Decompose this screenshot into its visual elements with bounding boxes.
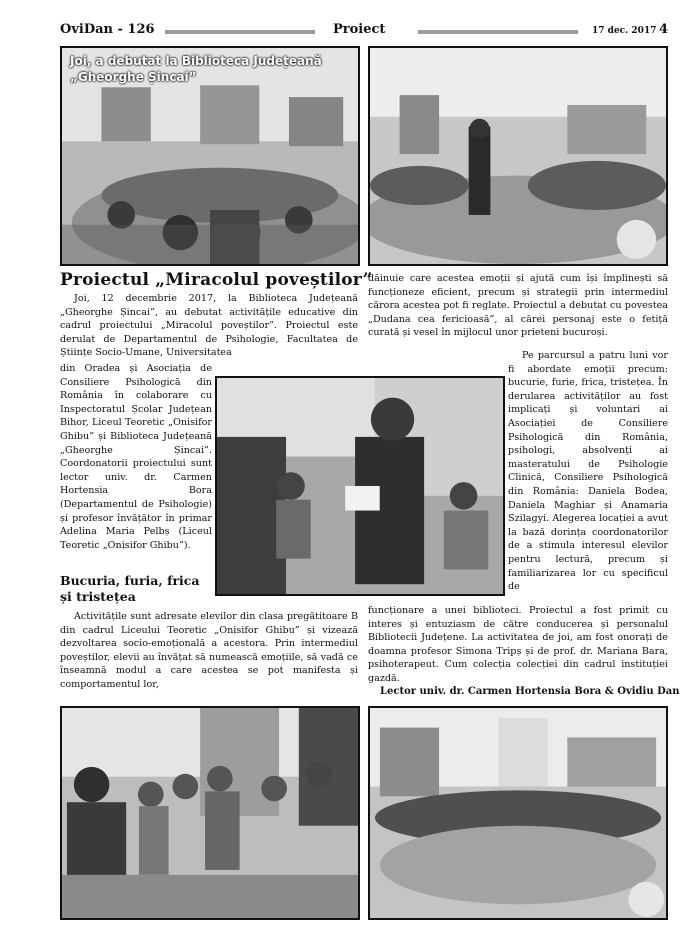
right-narrow-paragraph — [508, 349, 668, 594]
photo-teacher-with-children — [215, 376, 505, 596]
subheading: Bucuria, furia, frica și tristețea — [60, 573, 200, 604]
header-rule-left — [165, 30, 315, 34]
page-number: 4 — [659, 22, 669, 37]
intro-continuation: din Oradea și Asociația de Consiliere Psihologică din România în colaborare cu Inspectoratul Școlar Județean Bihor, Liceul Teoretic „Onisifor Ghibu” și Biblioteca Județeană „Gheorghe Șincai”. Coordonatorii proiectului sunt lector univ. dr. Carmen Hortensia Bora (Departamentul de Psihologie) și profesor învățător în primar Adelina Maria Pelbș (Liceul Teoretic „Onisifor Ghibu”). — [60, 363, 212, 551]
photo-caption-line-1: Joi, a debutat la Biblioteca Județeană — [70, 54, 322, 68]
right-column-paragraph: dăinuie care acestea emoții și ajută cum își împlinești să funcționeze eficient, precum și strategii prin intermediul cărora acestea pot fi reglate. Proiectul a debutat cu povestea „Dudana cea fericioasă”, al cărei personaj este o fetiță curată și vesel în mijlocul unor prieteni bucuroși. — [368, 273, 668, 339]
photo-storytelling-circle — [60, 46, 360, 266]
intro-paragraph-text: Joi, 12 decembrie 2017, la Biblioteca Județeană „Gheorghe Șincai”, au debutat activitățile educative din cadrul proiectului „Miracolul poveștilor”. Proiectul este derulat de Departamentul de Psihologie, Facultatea de Științe Socio-Umane, Universitatea — [60, 293, 358, 359]
photo-teacher-reading — [368, 46, 668, 266]
body-paragraph — [60, 610, 358, 692]
section-title: Proiect — [333, 22, 386, 37]
photo-caption-line-2: „Gheorghe Șincai” — [70, 70, 197, 84]
photo-group-circle — [368, 706, 668, 920]
header-rule-right — [418, 30, 578, 34]
issue-date: 17 dec. 2017 — [592, 26, 657, 36]
bottom-right-paragraph: funcționare a unei biblioteci. Proiectul a fost primit cu interes și entuziasm de către conducerea și personalul Bibliotecii Județene. La activitatea de joi, am fost onorați de doamna profesor Simona Tripș și de prof. dr. Mariana Bara, psihoterapeut. Cum colecția colecției din cadrul instituției gazdă. — [368, 605, 668, 684]
article-title: Proiectul „Miracolul poveștilor” — [60, 270, 373, 290]
intro-paragraph — [60, 292, 358, 360]
right-narrow-paragraph-text: Pe parcursul a patru luni vor fi abordate emoții precum: bucurie, furie, frica, tristețea. În derularea activităților au fost implicați și voluntari ai Asociației de Consiliere Psihologică din România, psihologi, absolvenți ai masteratului de Psihologie Clinică, Consiliere Psihologică din România: Daniela Bodea, Daniela Maghiar și Anamaria Szilagyi. Alegerea locației a avut la bază dorința coordonatorilor de a stimula interesul elevilor pentru lectură, precum și familiarizarea lor cu specificul de — [508, 350, 668, 593]
newspaper-name: OviDan - 126 — [60, 22, 155, 37]
body-paragraph-text: Activitățile sunt adresate elevilor din clasa pregătitoare B din cadrul Liceului Teoretic „Onisifor Ghibu” și vizează dezvoltarea socio-emoțională a acestora. Prin intermediul poveștilor, elevii au învățat să numească emoțiile, să vadă ce înseamnă modul a care acestea se pot manifesta și comportamentul lor, — [60, 611, 358, 690]
photo-children-seated — [60, 706, 360, 920]
article-signature: Lector univ. dr. Carmen Hortensia Bora & Ovidiu Dan — [380, 686, 680, 697]
